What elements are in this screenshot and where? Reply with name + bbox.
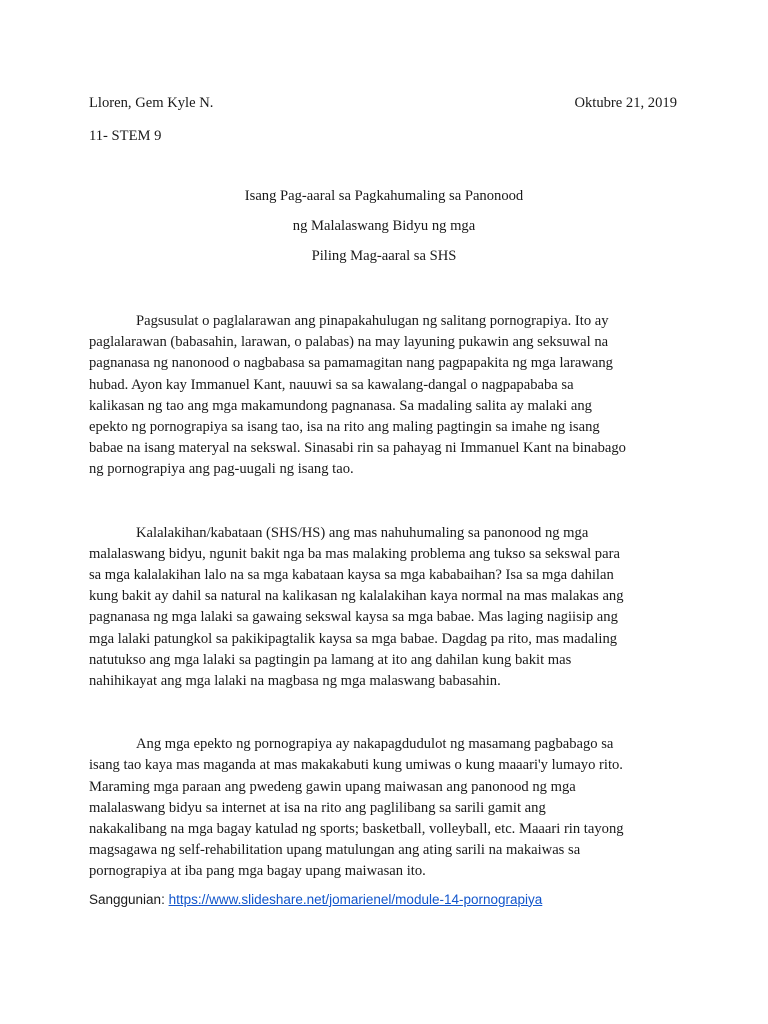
- paragraph-line: paglalarawan (babasahin, larawan, o palabas) na may layuning pukawin ang seksuwal na: [89, 334, 609, 351]
- paragraph-line: hubad. Ayon kay Immanuel Kant, nauuwi sa sa kawalang-dangal o nagpapababa sa: [89, 376, 574, 393]
- paragraph-line: kung bakit ay dahil sa natural na kalikasan ng kalalakihan kaya normal na mas malakas ang: [89, 588, 624, 605]
- paragraph-line: pornograpiya at iba pang mga bagay upang maiwasan ito.: [89, 863, 426, 880]
- paragraph-line: babae na isang materyal na sekswal. Sinasabi rin sa pahayag ni Immanuel Kant na binabago: [89, 440, 626, 457]
- class-section: 11- STEM 9: [89, 128, 162, 144]
- document-body: [89, 311, 681, 910]
- author-name: Lloren, Gem Kyle N.: [89, 95, 214, 111]
- title-line-1: Isang Pag-aaral sa Pagkahumaling sa Panonood: [244, 188, 524, 204]
- references-label: Sanggunian:: [89, 891, 169, 907]
- paragraph-spacer: [89, 692, 681, 734]
- paragraph-line: Ang mga epekto ng pornograpiya ay nakapagdudulot ng masamang pagbabago sa: [136, 736, 614, 753]
- paragraph-line: Kalalakihan/kabataan (SHS/HS) ang mas nahuhumaling sa panonood ng mga: [136, 524, 589, 541]
- paragraph-line: pagnanasa ng nanonood o nagbabasa sa pamamagitan nang pagpapakita ng mga larawang: [89, 355, 613, 372]
- title-line-2: ng Malalaswang Bidyu ng mga: [292, 218, 476, 234]
- paragraph-line: Maraming mga paraan ang pwedeng gawin upang maiwasan ang panonood ng mga: [89, 778, 576, 795]
- paragraph-line: malalaswang bidyu, ngunit bakit nga ba mas malaking problema ang tukso sa sekswal para: [89, 545, 620, 562]
- paragraph-3: [89, 734, 681, 882]
- title-line-3: Piling Mag-aaral sa SHS: [311, 248, 457, 264]
- paragraph-line: sa mga kalalakihan lalo na sa mga kabataan kaysa sa mga kababaihan? Isa sa mga dahilan: [89, 567, 614, 584]
- document-date: Oktubre 21, 2019: [574, 95, 677, 111]
- paragraph-2: [89, 523, 681, 693]
- paragraph-line: Pagsusulat o paglalarawan ang pinapakahulugan ng salitang pornograpiya. Ito ay: [136, 313, 609, 329]
- paragraph-1: [89, 311, 681, 481]
- paragraph-line: ng pornograpiya ang pag-uugali ng isang tao.: [89, 461, 354, 478]
- header-row: [89, 93, 677, 113]
- document-title: [0, 186, 768, 276]
- paragraph-line: nakakalibang na mga bagay katulad ng sports; basketball, volleyball, etc. Maaari rin tayong: [89, 821, 624, 838]
- paragraph-line: nahihikayat ang mga lalaki na magbasa ng mga malaswang babasahin.: [89, 673, 501, 690]
- paragraph-line: mga lalaki patungkol sa pakikipagtalik kaysa sa mga babae. Dagdag pa rito, mas madaling: [89, 630, 618, 647]
- paragraph-line: isang tao kaya mas maganda at mas makakabuti kung umiwas o kung maaari'y lumayo rito.: [89, 757, 623, 774]
- paragraph-line: magsagawa ng self-rehabilitation upang matulungan ang ating sarili na makaiwas sa: [89, 842, 581, 859]
- references: [89, 889, 681, 910]
- reference-link[interactable]: https://www.slideshare.net/jomarienel/module-14-pornograpiya: [168, 891, 543, 907]
- paragraph-spacer: [89, 481, 681, 523]
- paragraph-line: epekto ng pornograpiya sa isang tao, isa na rito ang maling pagtingin sa imahe ng isang: [89, 419, 600, 436]
- paragraph-line: natutukso ang mga lalaki sa pagtingin pa lamang at ito ang dahilan kung bakit mas: [89, 651, 572, 668]
- paragraph-line: pagnanasa ng mga lalaki sa gawaing sekswal kaysa sa mga babae. Mas laging nagiisip ang: [89, 609, 618, 626]
- paragraph-line: malalaswang bidyu sa internet at isa na rito ang paglilibang sa sarili gamit ang: [89, 799, 546, 816]
- paragraph-line: kalikasan ng tao ang mga makamundong pagnanasa. Sa madaling salita ay malaki ang: [89, 397, 592, 414]
